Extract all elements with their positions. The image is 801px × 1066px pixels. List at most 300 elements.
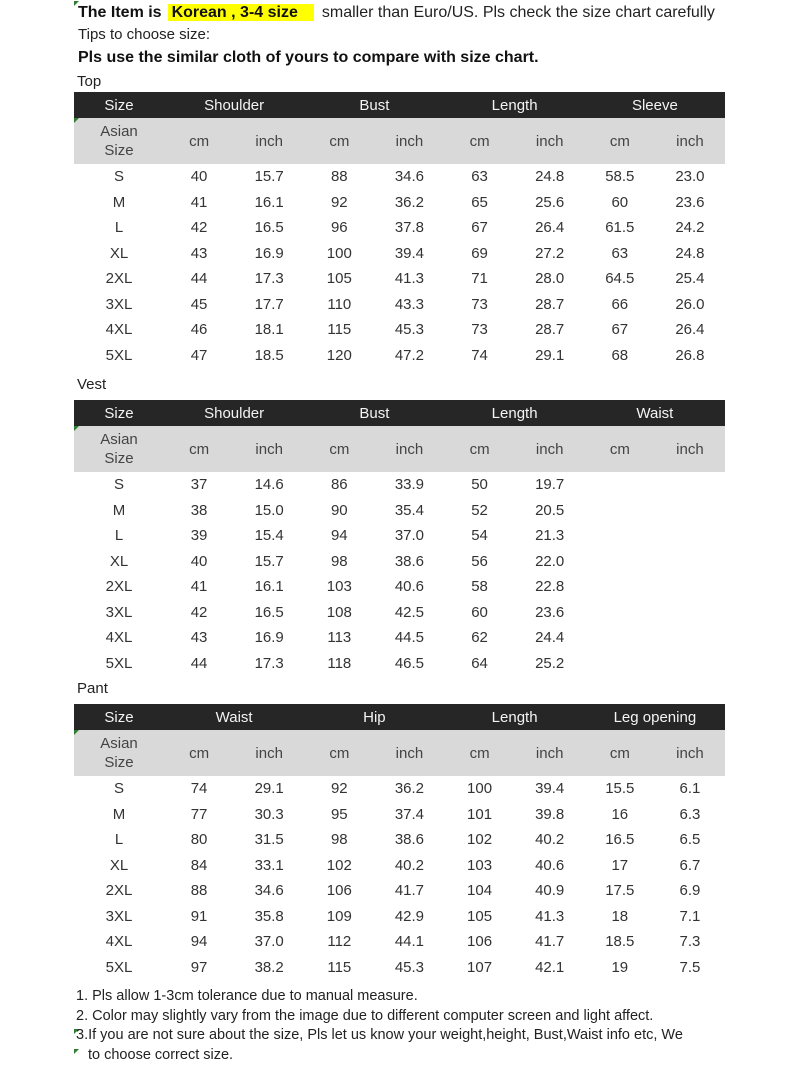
- measure-cell: 73: [471, 321, 488, 339]
- measure-cell: 84: [190, 856, 208, 874]
- table-row: [74, 853, 725, 879]
- measure-cell: 41.7: [535, 933, 565, 951]
- measure-cell: 68: [611, 346, 629, 364]
- measure-cell: 26.4: [535, 219, 565, 237]
- measure-cell: 33.9: [394, 476, 425, 494]
- measure-cell: 69: [471, 244, 488, 262]
- measure-cell: 7.3: [679, 933, 701, 951]
- measure-cell: 29.1: [535, 346, 565, 364]
- measure-cell: 105: [326, 270, 352, 288]
- unit-header: cm: [445, 730, 515, 776]
- measure-cell: 16.1: [254, 193, 284, 211]
- group-header: Shoulder: [164, 400, 304, 426]
- unit-header: inch: [374, 118, 444, 164]
- note-item: 3.If you are not sure about the size, Pls let us know your weight,height, Bust,Waist info etc, We: [76, 1027, 683, 1044]
- measure-cell: 18.1: [254, 321, 284, 339]
- size-cell: M: [112, 193, 126, 211]
- measure-cell: 105: [467, 907, 493, 925]
- size-cell: 4XL: [105, 933, 133, 951]
- measure-cell: 41: [190, 578, 208, 596]
- cell-marker: [74, 118, 79, 123]
- measure-cell: 86: [330, 476, 348, 494]
- size-header: Size: [74, 400, 164, 426]
- group-header: Bust: [304, 92, 444, 118]
- measure-cell: 74: [471, 346, 488, 364]
- asian-label: Asian: [100, 123, 138, 140]
- size-cell: 2XL: [105, 270, 133, 288]
- note-item: 2. Color may slightly vary from the image due to different computer screen and light affect.: [76, 1007, 654, 1024]
- measure-cell: 103: [326, 578, 352, 596]
- measure-cell: 40: [190, 552, 208, 570]
- intro-suffix: smaller than Euro/US. Pls check the size chart carefully: [321, 4, 715, 21]
- measure-cell: 37.0: [394, 527, 425, 545]
- unit-header: inch: [515, 426, 585, 472]
- measure-cell: 16.9: [254, 629, 284, 647]
- measure-cell: 39: [190, 527, 208, 545]
- group-header-row: [74, 400, 725, 426]
- measure-cell: 23.6: [535, 603, 565, 621]
- measure-cell: [585, 574, 655, 600]
- measure-cell: [655, 472, 725, 498]
- table-row: [74, 292, 725, 318]
- measure-cell: 44: [190, 654, 208, 672]
- unit-header-row: [74, 426, 725, 472]
- measure-cell: 40.2: [394, 856, 425, 874]
- table-row: [74, 343, 725, 369]
- vest-section-label: Vest: [77, 376, 107, 393]
- unit-header: inch: [515, 730, 585, 776]
- group-header-row: [74, 92, 725, 118]
- group-header: Length: [445, 92, 585, 118]
- size-cell: S: [113, 168, 124, 186]
- measure-cell: 7.1: [679, 907, 701, 925]
- measure-cell: 35.8: [254, 907, 284, 925]
- group-header: Bust: [304, 400, 444, 426]
- table-row: [74, 904, 725, 930]
- pant-size-table: [74, 704, 725, 980]
- measure-cell: 100: [467, 780, 493, 798]
- measure-cell: 15.7: [254, 552, 284, 570]
- measure-cell: 46.5: [394, 654, 425, 672]
- unit-header: inch: [234, 118, 304, 164]
- measure-cell: 24.8: [675, 244, 705, 262]
- measure-cell: 24.4: [535, 629, 565, 647]
- table-row: [74, 215, 725, 241]
- measure-cell: 44.1: [394, 933, 425, 951]
- table-row: [74, 929, 725, 955]
- measure-cell: 73: [471, 295, 488, 313]
- measure-cell: 108: [326, 603, 352, 621]
- measure-cell: [655, 600, 725, 626]
- measure-cell: 36.2: [394, 780, 425, 798]
- measure-cell: 44.5: [394, 629, 425, 647]
- measure-cell: 18.5: [605, 933, 635, 951]
- note-item: 1. Pls allow 1-3cm tolerance due to manual measure.: [76, 988, 418, 1004]
- measure-cell: 64: [471, 654, 488, 672]
- measure-cell: 106: [467, 933, 493, 951]
- tips-text: Tips to choose size:: [78, 26, 211, 43]
- size-cell: M: [112, 805, 126, 823]
- measure-cell: 98: [330, 552, 348, 570]
- measure-cell: 67: [471, 219, 488, 237]
- measure-cell: 35.4: [394, 501, 425, 519]
- size-header: Size: [74, 704, 164, 730]
- measure-cell: 19.7: [535, 476, 565, 494]
- measure-cell: 103: [467, 856, 493, 874]
- group-header: Sleeve: [585, 92, 725, 118]
- measure-cell: 54: [471, 527, 488, 545]
- measure-cell: 16.5: [254, 603, 284, 621]
- measure-cell: 17: [611, 856, 629, 874]
- measure-cell: 88: [190, 882, 208, 900]
- table-row: [74, 472, 725, 498]
- unit-header: cm: [304, 730, 374, 776]
- measure-cell: 15.4: [254, 527, 284, 545]
- group-header-row: [74, 704, 725, 730]
- unit-header-row: [74, 730, 725, 776]
- intro-prefix: The Item is: [78, 4, 162, 21]
- measure-cell: 6.3: [679, 805, 701, 823]
- unit-header: cm: [304, 426, 374, 472]
- measure-cell: 67: [611, 321, 629, 339]
- asian-label: Asian: [100, 431, 138, 448]
- size-cell: 5XL: [105, 654, 133, 672]
- cell-marker: [74, 426, 79, 431]
- table-row: [74, 190, 725, 216]
- measure-cell: 40.9: [535, 882, 565, 900]
- measure-cell: [655, 651, 725, 677]
- measure-cell: 17.7: [254, 295, 284, 313]
- measure-cell: 80: [190, 831, 208, 849]
- size-cell: XL: [109, 552, 129, 570]
- measure-cell: 24.2: [675, 219, 705, 237]
- size-cell: 5XL: [105, 346, 133, 364]
- measure-cell: 18.5: [254, 346, 284, 364]
- measure-cell: 113: [327, 629, 352, 647]
- measure-cell: 30.3: [254, 805, 284, 823]
- measure-cell: 15.0: [254, 501, 284, 519]
- measure-cell: [585, 600, 655, 626]
- size-cell: 4XL: [105, 629, 133, 647]
- measure-cell: 39.8: [535, 805, 565, 823]
- table-row: [74, 164, 725, 190]
- measure-cell: 16.5: [605, 831, 635, 849]
- size-label: Size: [104, 142, 134, 159]
- unit-header: cm: [164, 730, 234, 776]
- measure-cell: 34.6: [254, 882, 284, 900]
- measure-cell: 17.3: [254, 270, 284, 288]
- size-cell: M: [112, 501, 126, 519]
- group-header: Hip: [304, 704, 444, 730]
- measure-cell: 22.0: [535, 552, 565, 570]
- measure-cell: 37.0: [254, 933, 284, 951]
- unit-header: inch: [374, 730, 444, 776]
- measure-cell: 60: [611, 193, 629, 211]
- measure-cell: 102: [467, 831, 493, 849]
- measure-cell: 19: [611, 958, 629, 976]
- measure-cell: 29.1: [254, 780, 284, 798]
- measure-cell: 96: [330, 219, 348, 237]
- measure-cell: 52: [471, 501, 488, 519]
- measure-cell: 38.6: [394, 552, 425, 570]
- measure-cell: 34.6: [394, 168, 425, 186]
- measure-cell: 43.3: [394, 295, 425, 313]
- measure-cell: 15.5: [605, 780, 635, 798]
- measure-cell: 42: [190, 603, 208, 621]
- size-cell: 2XL: [105, 882, 133, 900]
- measure-cell: 40.2: [535, 831, 565, 849]
- measure-cell: [585, 625, 655, 651]
- size-cell: 3XL: [105, 907, 133, 925]
- measure-cell: [655, 523, 725, 549]
- table-row: [74, 827, 725, 853]
- unit-header: cm: [585, 426, 655, 472]
- measure-cell: 25.4: [675, 270, 705, 288]
- unit-header: inch: [655, 118, 725, 164]
- table-row: [74, 651, 725, 677]
- unit-header: inch: [655, 426, 725, 472]
- measure-cell: [655, 574, 725, 600]
- measure-cell: [585, 472, 655, 498]
- measure-cell: 6.9: [679, 882, 701, 900]
- table-row: [74, 266, 725, 292]
- measure-cell: 60: [471, 603, 488, 621]
- unit-header: inch: [234, 426, 304, 472]
- measure-cell: 40.6: [394, 578, 425, 596]
- measure-cell: 16.5: [254, 219, 284, 237]
- measure-cell: 22.8: [535, 578, 565, 596]
- note-item: to choose correct size.: [88, 1046, 234, 1063]
- measure-cell: 45.3: [394, 958, 425, 976]
- measure-cell: 94: [330, 527, 348, 545]
- measure-cell: 63: [611, 244, 629, 262]
- table-row: [74, 955, 725, 981]
- measure-cell: 50: [471, 476, 488, 494]
- measure-cell: [655, 625, 725, 651]
- measure-cell: 36.2: [394, 193, 425, 211]
- measure-cell: 41.3: [535, 907, 565, 925]
- measure-cell: 17.3: [254, 654, 284, 672]
- measure-cell: 39.4: [394, 244, 425, 262]
- measure-cell: 7.5: [679, 958, 701, 976]
- measure-cell: 23.0: [675, 168, 705, 186]
- group-header: Waist: [164, 704, 304, 730]
- table-row: [74, 549, 725, 575]
- measure-cell: 15.7: [254, 168, 284, 186]
- table-row: [74, 625, 725, 651]
- group-header: Waist: [585, 400, 725, 426]
- measure-cell: 101: [467, 805, 493, 823]
- group-header: Leg opening: [585, 704, 725, 730]
- table-row: [74, 317, 725, 343]
- measure-cell: 107: [467, 958, 493, 976]
- measure-cell: 88: [330, 168, 348, 186]
- measure-cell: 40: [190, 168, 208, 186]
- asian-size-header: [74, 118, 164, 164]
- size-cell: 3XL: [105, 603, 133, 621]
- asian-size-header: [74, 426, 164, 472]
- vest-size-table: [74, 400, 725, 676]
- measure-cell: [585, 498, 655, 524]
- measure-cell: 39.4: [535, 780, 565, 798]
- measure-cell: 41: [190, 193, 208, 211]
- measure-cell: 66: [611, 295, 629, 313]
- measure-cell: 95: [330, 805, 348, 823]
- size-label: Size: [104, 450, 134, 467]
- size-cell: 5XL: [105, 958, 133, 976]
- measure-cell: 47: [190, 346, 208, 364]
- measure-cell: 38.6: [394, 831, 425, 849]
- size-cell: 3XL: [105, 295, 133, 313]
- measure-cell: 74: [190, 780, 208, 798]
- unit-header: cm: [164, 426, 234, 472]
- measure-cell: 18: [611, 907, 629, 925]
- measure-cell: 118: [327, 654, 352, 672]
- measure-cell: 62: [471, 629, 488, 647]
- measure-cell: 38: [190, 501, 208, 519]
- measure-cell: 28.7: [535, 321, 565, 339]
- measure-cell: 16.9: [254, 244, 284, 262]
- measure-cell: 37.4: [394, 805, 425, 823]
- unit-header: inch: [374, 426, 444, 472]
- size-cell: L: [114, 527, 124, 545]
- measure-cell: 91: [190, 907, 208, 925]
- measure-cell: 102: [326, 856, 352, 874]
- measure-cell: 43: [190, 629, 208, 647]
- measure-cell: 43: [190, 244, 208, 262]
- measure-cell: 98: [330, 831, 348, 849]
- measure-cell: 26.4: [675, 321, 705, 339]
- measure-cell: 31.5: [254, 831, 284, 849]
- measure-cell: 77: [190, 805, 208, 823]
- measure-cell: 41.3: [394, 270, 425, 288]
- measure-cell: 42.9: [394, 907, 425, 925]
- measure-cell: 6.7: [679, 856, 701, 874]
- size-cell: 2XL: [105, 578, 133, 596]
- size-cell: L: [114, 831, 124, 849]
- group-header: Length: [445, 704, 585, 730]
- measure-cell: 65: [471, 193, 488, 211]
- measure-cell: 120: [326, 346, 352, 364]
- measure-cell: 25.2: [535, 654, 565, 672]
- measure-cell: 25.6: [535, 193, 565, 211]
- unit-header: inch: [515, 118, 585, 164]
- measure-cell: 112: [327, 933, 352, 951]
- measure-cell: [585, 523, 655, 549]
- size-header: Size: [74, 92, 164, 118]
- notes-list: [76, 987, 726, 1065]
- measure-cell: 26.8: [675, 346, 705, 364]
- size-label: Size: [104, 754, 134, 771]
- measure-cell: 56: [471, 552, 488, 570]
- size-cell: L: [114, 219, 124, 237]
- size-cell: S: [113, 780, 124, 798]
- measure-cell: 42.1: [535, 958, 565, 976]
- measure-cell: 90: [330, 501, 348, 519]
- unit-header: cm: [164, 118, 234, 164]
- measure-cell: 6.5: [679, 831, 701, 849]
- unit-header: inch: [655, 730, 725, 776]
- measure-cell: 28.0: [535, 270, 565, 288]
- size-cell: 4XL: [105, 321, 133, 339]
- unit-header: cm: [445, 118, 515, 164]
- unit-header: cm: [585, 118, 655, 164]
- measure-cell: 16.1: [254, 578, 284, 596]
- measure-cell: 46: [190, 321, 208, 339]
- measure-cell: 94: [190, 933, 208, 951]
- measure-cell: 92: [330, 193, 348, 211]
- unit-header-row: [74, 118, 725, 164]
- measure-cell: 42.5: [394, 603, 425, 621]
- intro-line: [78, 2, 778, 24]
- measure-cell: 92: [330, 780, 348, 798]
- measure-cell: [655, 498, 725, 524]
- top-section-label: Top: [77, 73, 102, 90]
- unit-header: cm: [304, 118, 374, 164]
- measure-cell: 104: [467, 882, 493, 900]
- measure-cell: 58.5: [605, 168, 635, 186]
- table-row: [74, 878, 725, 904]
- measure-cell: 58: [471, 578, 488, 596]
- measure-cell: 14.6: [254, 476, 284, 494]
- table-row: [74, 600, 725, 626]
- pant-section-label: Pant: [77, 680, 108, 697]
- measure-cell: 71: [471, 270, 488, 288]
- measure-cell: 33.1: [254, 856, 284, 874]
- group-header: Shoulder: [164, 92, 304, 118]
- measure-cell: 45: [190, 295, 208, 313]
- measure-cell: 115: [327, 958, 352, 976]
- measure-cell: 61.5: [605, 219, 635, 237]
- top-size-table: [74, 92, 725, 368]
- table-row: [74, 523, 725, 549]
- cell-marker: [74, 730, 79, 735]
- measure-cell: 20.5: [535, 501, 565, 519]
- unit-header: cm: [585, 730, 655, 776]
- measure-cell: 37: [190, 476, 208, 494]
- table-row: [74, 498, 725, 524]
- unit-header: inch: [234, 730, 304, 776]
- measure-cell: 44: [190, 270, 208, 288]
- measure-cell: 109: [326, 907, 352, 925]
- measure-cell: 16: [611, 805, 629, 823]
- measure-cell: 115: [327, 321, 352, 339]
- measure-cell: [585, 549, 655, 575]
- table-row: [74, 802, 725, 828]
- measure-cell: 110: [327, 295, 352, 313]
- asian-label: Asian: [100, 735, 138, 752]
- measure-cell: 26.0: [675, 295, 705, 313]
- measure-cell: [585, 651, 655, 677]
- table-row: [74, 776, 725, 802]
- measure-cell: 47.2: [394, 346, 425, 364]
- measure-cell: 38.2: [254, 958, 284, 976]
- table-row: [74, 241, 725, 267]
- measure-cell: 28.7: [535, 295, 565, 313]
- measure-cell: 63: [471, 168, 488, 186]
- measure-cell: 64.5: [605, 270, 635, 288]
- measure-cell: 27.2: [535, 244, 565, 262]
- intro-block: [78, 2, 778, 70]
- measure-cell: 23.6: [675, 193, 705, 211]
- unit-header: cm: [445, 426, 515, 472]
- measure-cell: 24.8: [535, 168, 565, 186]
- measure-cell: 21.3: [535, 527, 565, 545]
- asian-size-header: [74, 730, 164, 776]
- size-highlight: Korean , 3-4 size: [168, 4, 314, 21]
- measure-cell: 17.5: [605, 882, 635, 900]
- measure-cell: 40.6: [535, 856, 565, 874]
